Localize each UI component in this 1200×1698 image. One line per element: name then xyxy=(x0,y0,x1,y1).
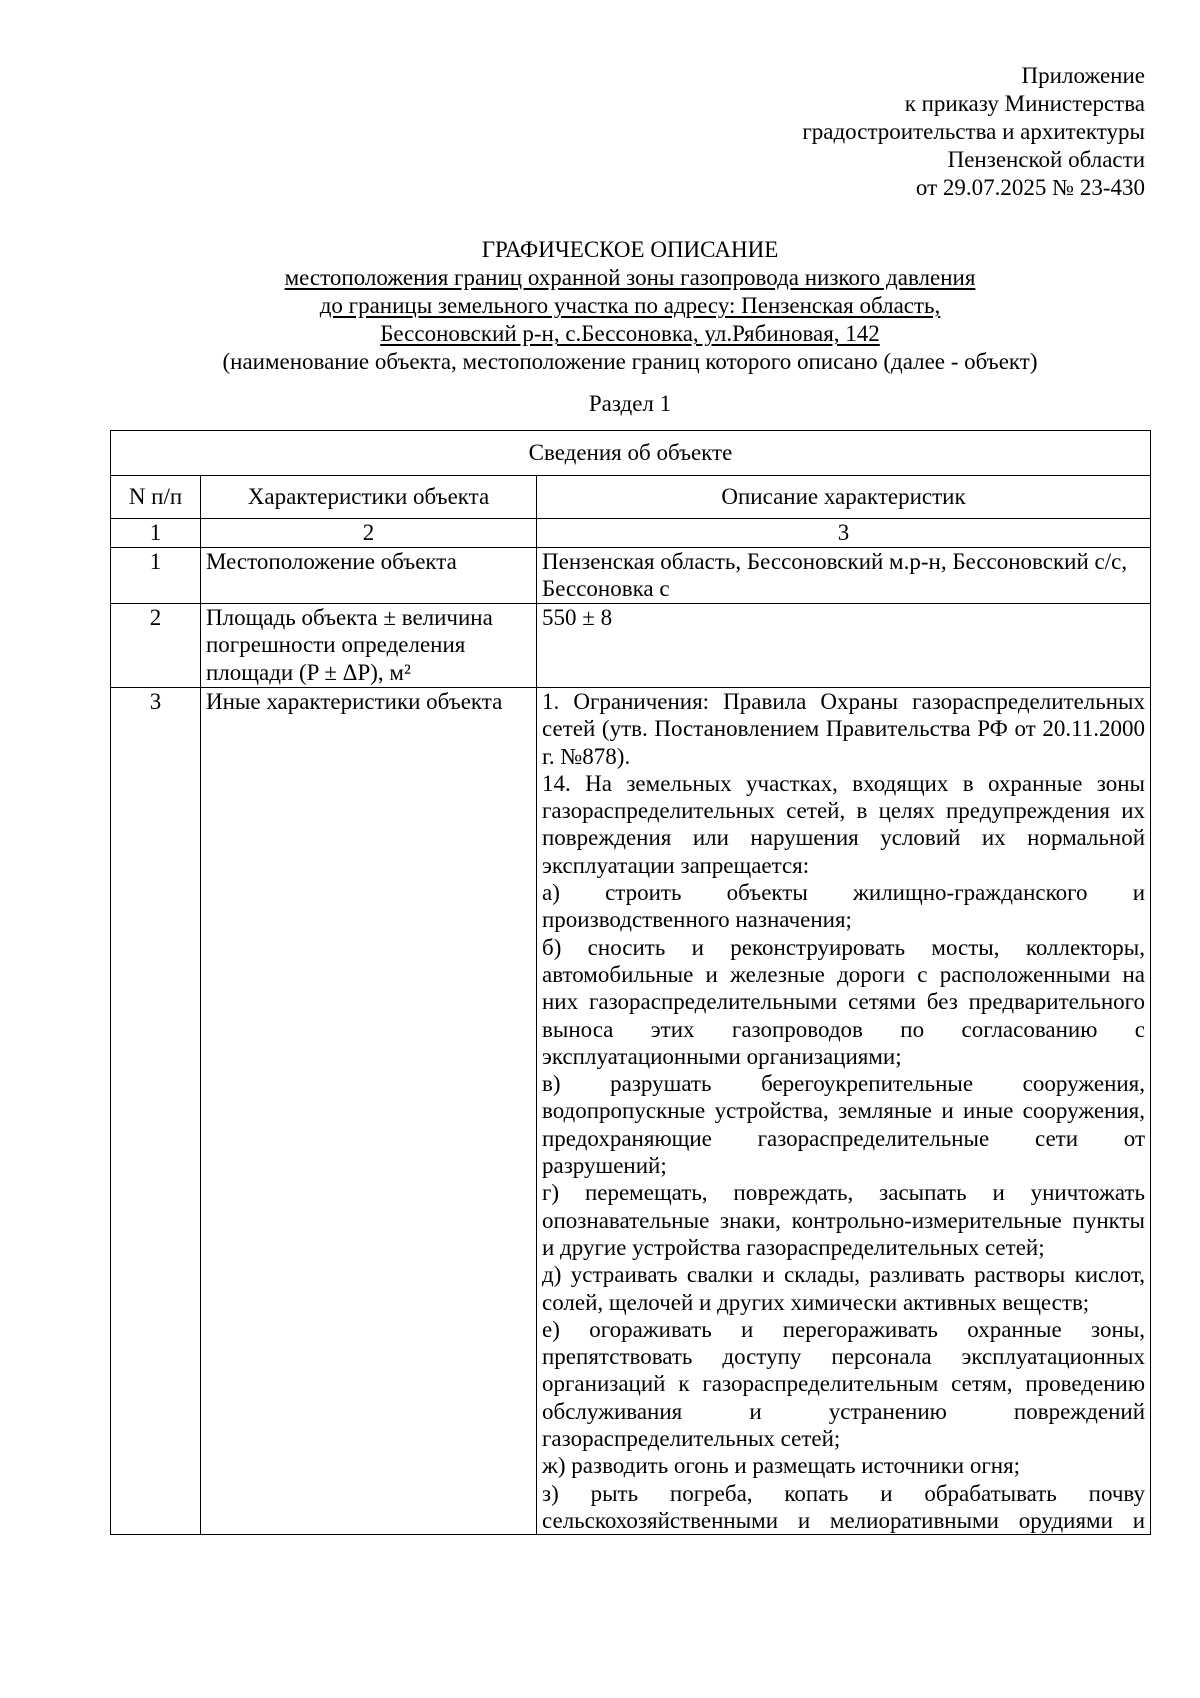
table-caption: Сведения об объекте xyxy=(111,431,1151,476)
header-num: N п/п xyxy=(111,476,201,519)
appendix-line: градостроительства и архитектуры xyxy=(802,119,1145,144)
table-header-row xyxy=(111,476,1151,519)
header-characteristic: Характеристики объекта xyxy=(201,476,537,519)
description-paragraph: д) устраивать свалки и склады, разливать растворы кислот, солей, щелочей и других химически активных веществ; xyxy=(542,1262,1146,1315)
description-paragraph: з) рыть погреба, копать и обрабатывать почву сельскохозяйственными и мелиоративными орудиями и xyxy=(542,1480,1146,1533)
description-paragraph: а) строить объекты жилищно-гражданского и производственного назначения; xyxy=(542,880,1146,933)
description-paragraph: е) огораживать и перегораживать охранные зоны, препятствовать доступу персонала эксплуатационных организаций к газораспределительным сетям, проведению обслуживания и устранению повреждений газораспределительных сетей; xyxy=(542,1316,1146,1452)
description-paragraph: в) разрушать берегоукрепительные сооружения, водопропускные устройства, земляные и иные сооружения, предохраняющие газораспределительные сети от разрушений; xyxy=(542,1071,1146,1179)
row-num: 2 xyxy=(111,604,201,688)
row-characteristic: Иные характеристики объекта xyxy=(201,688,537,1535)
object-info-table xyxy=(110,430,1151,1535)
section-title: Раздел 1 xyxy=(588,391,672,416)
description-paragraph: г) перемещать, повреждать, засыпать и уничтожать опознавательные знаки, контрольно-измерительные пункты и другие устройства газораспределительных сетей; xyxy=(542,1180,1146,1260)
row-description xyxy=(537,688,1151,1535)
description-paragraph: б) сносить и реконструировать мосты, коллекторы, автомобильные и железные дороги с расположенными на них газораспределительными сетями без предварительного выноса этих газопроводов по согласованию с эксплуатационными организациями; xyxy=(542,934,1146,1069)
column-number: 1 xyxy=(111,519,201,548)
document-heading: ГРАФИЧЕСКОЕ ОПИСАНИЕ xyxy=(481,237,779,262)
row-characteristic: Площадь объекта ± величина погрешности определения площади (P ± ΔP), м² xyxy=(201,604,537,688)
column-number: 2 xyxy=(201,519,537,548)
row-description: 550 ± 8 xyxy=(537,604,1151,688)
header-description: Описание характеристик xyxy=(537,476,1151,519)
row-description: Пензенская область, Бессоновский м.р-н, Бессоновский с/с, Бессоновка с xyxy=(537,548,1151,604)
table-row xyxy=(111,688,1151,1535)
description-paragraph: ж) разводить огонь и размещать источники огня; xyxy=(542,1453,1021,1479)
title-block xyxy=(110,236,1150,418)
column-number-row xyxy=(111,519,1151,548)
appendix-date-number: от 29.07.2025 № 23-430 xyxy=(915,175,1145,200)
column-number: 3 xyxy=(537,519,1151,548)
row-num: 1 xyxy=(111,548,201,604)
description-paragraph: 14. На земельных участках, входящих в охранные зоны газораспределительных сетей, в целях предупреждения их повреждения или нарушения условий их нормальной эксплуатации запрещается: xyxy=(542,770,1146,878)
object-name-line: Бессоновский р-н, с.Бессоновка, ул.Рябиновая, 142 xyxy=(380,321,880,346)
object-caption: (наименование объекта, местоположение границ которого описано (далее - объект) xyxy=(222,349,1038,374)
description-paragraph: 1. Ограничения: Правила Охраны газораспределительных сетей (утв. Постановлением Правительства РФ от 20.11.2000 г. №878). xyxy=(542,689,1146,769)
table-row xyxy=(111,548,1151,604)
appendix-line: к приказу Министерства xyxy=(904,91,1145,116)
object-name-line: местоположения границ охранной зоны газопровода низкого давления xyxy=(284,265,976,290)
row-characteristic: Местоположение объекта xyxy=(201,548,537,604)
appendix-line: Приложение xyxy=(1021,63,1145,88)
appendix-line: Пензенской области xyxy=(947,147,1145,172)
object-name-line: до границы земельного участка по адресу: Пензенская область, xyxy=(319,293,941,318)
appendix-header xyxy=(802,62,1145,202)
table-row xyxy=(111,604,1151,688)
row-num: 3 xyxy=(111,688,201,1535)
